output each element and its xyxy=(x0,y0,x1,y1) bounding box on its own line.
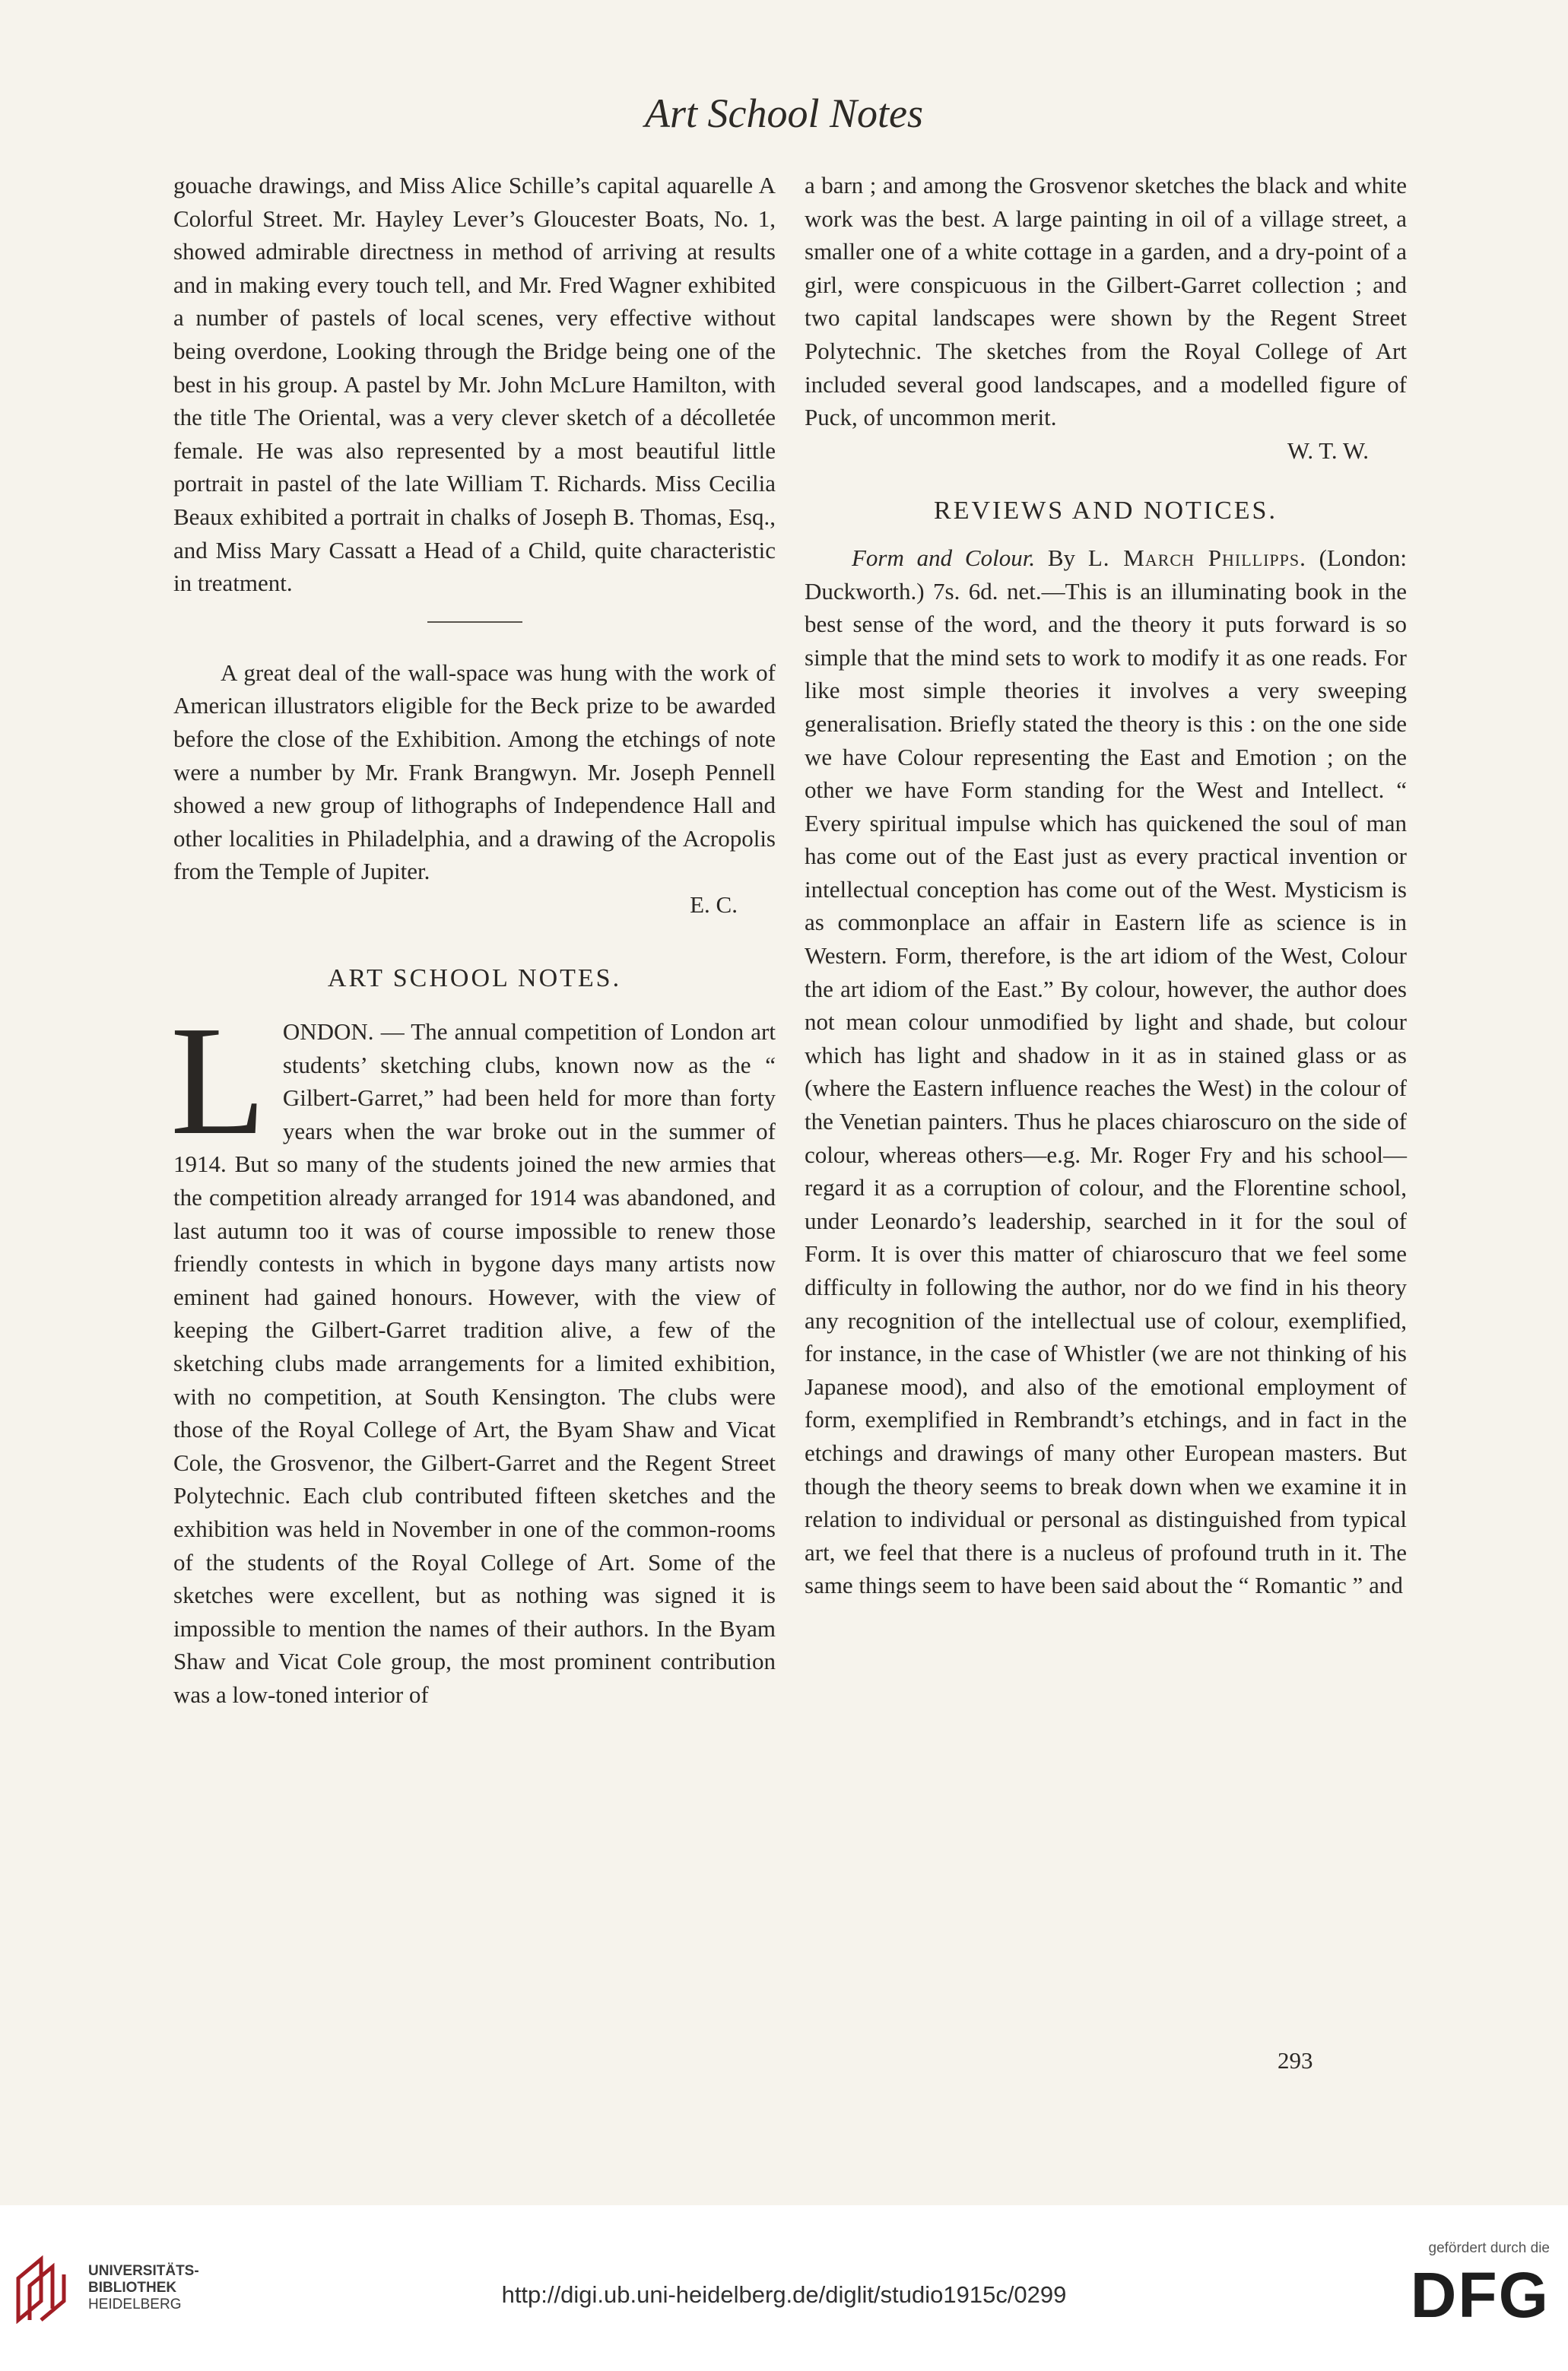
source-url-link[interactable]: http://digi.ub.uni-heidelberg.de/diglit/studio1915c/0299 xyxy=(501,2281,1067,2308)
section-divider xyxy=(427,621,522,623)
review-author: L. March Phillipps. xyxy=(1087,544,1306,571)
right-paragraph-1: a barn ; and among the Grosvenor sketches the black and white work was the best. A large painting in oil of a village street, a smaller one of a white cottage in a garden, and a dry-point of a girl, were conspicuous in the Gilbert-Garret collection ; and two capital landscapes were shown by the Regent Street Polytechnic. The sketches from the Royal College of Art included several good landscapes, and a modelled figure of Puck, of uncommon merit. xyxy=(805,172,1407,431)
signature-line xyxy=(805,434,1407,468)
left-paragraph-3-text: ONDON. — The annual competition of London art students’ sketching clubs, known now as the “ Gilbert-Garret,” had been held for more than forty years when the war broke out in the summer of 1914. But so many of the students joined the new armies that the competition already arranged for 1914 was abandoned, and last autumn too it was of course impossible to renew those friendly contests in which in bygone days many artists now eminent had gained honours. However, with the view of keeping the Gilbert-Garret tradition alive, a few of the sketching clubs made arrangements for a limited exhibition, with no competition, at South Kensington. The clubs were those of the Royal College of Art, the Byam Shaw and Vicat Cole, the Grosvenor, the Gilbert-Garret and the Regent Street Polytechnic. Each club contributed fifteen sketches and the exhibition was held in November in one of the common-rooms of the students of the Royal College of Art. Some of the sketches were excellent, but as nothing was signed it is impossible to mention the names of their authors. In the Byam Shaw and Vicat Cole group, the most prominent contribution was a low-toned interior of xyxy=(173,1018,776,1708)
footer-bar xyxy=(0,2205,1568,2371)
heading-art-school-notes: ART SCHOOL NOTES. xyxy=(327,964,622,993)
dfg-logo: DFG xyxy=(1410,2259,1550,2331)
review-by: By xyxy=(1047,544,1076,571)
review-paragraph xyxy=(805,541,1407,1602)
library-name-line-1: UNIVERSITÄTS- xyxy=(88,2263,199,2279)
review-publisher: (London: Duckworth.) xyxy=(805,544,1408,605)
drop-cap: L xyxy=(170,993,266,1168)
signature-wtw: W. T. W. xyxy=(1287,436,1369,464)
library-name-line-3: HEIDELBERG xyxy=(88,2296,182,2312)
right-column xyxy=(805,169,1407,1602)
left-paragraph-1: gouache drawings, and Miss Alice Schille’s capital aquarelle A Colorful Street. Mr. Hayley Lever’s Gloucester Boats, No. 1, showed admirable directness in method of arriving at results and in making every touch tell, and Mr. Fred Wagner exhibited a number of pastels of local scenes, very effective without being overdone, Looking through the Bridge being one of the best in his group. A pastel by Mr. John McLure Hamilton, with the title The Oriental, was a very clever sketch of a décolletée female. He was also represented by a most beautiful little portrait in pastel of the late William T. Richards. Miss Cecilia Beaux exhibited a portrait in chalks of Joseph B. Thomas, Esq., and Miss Mary Cassatt a Head of a Child, quite characteristic in treatment. xyxy=(173,172,776,597)
heading-reviews-and-notices: REVIEWS AND NOTICES. xyxy=(934,497,1278,525)
left-column xyxy=(170,169,776,1712)
funded-by-label: gefördert durch die xyxy=(1428,2240,1550,2256)
signature-ec: E. C. xyxy=(690,890,738,918)
left-paragraph-2-text: A great deal of the wall-space was hung with the work of American illustrators eligible for the Beck prize to be awarded before the close of the Exhibition. Among the etchings of note were a number by Mr. Frank Brangwyn. Mr. Joseph Pennell showed a new group of lithographs of Independence Hall and other localities in Philadelphia, and a drawing of the Acropolis from the Temple of Jupiter. xyxy=(173,659,776,885)
signature-line xyxy=(173,888,776,922)
running-head: Art School Notes xyxy=(645,90,923,136)
review-title: Form and Colour. xyxy=(852,544,1036,571)
page-number: 293 xyxy=(1278,2047,1313,2074)
left-paragraph-2 xyxy=(173,656,776,888)
library-name-line-2: BIBLIOTHEK xyxy=(88,2280,177,2296)
review-text: —This is an illuminating book in the best sense of the word, and the theory it puts forward is so simple that the mind sets to work to modify it as one reads. For like most simple theories it involves a very sweeping generalisation. Briefly stated the theory is this : on the one side we have Colour representing the East and Emotion ; on the other we have Form standing for the West and Intellect. “ Every spiritual impulse which has quickened the soul of man has come out of the East just as every practical invention or intellectual conception has come out of the West. Mysticism is as commonplace an affair in Eastern life as science is in Western. Form, therefore, is the art idiom of the West, Colour the art idiom of the East.” By colour, however, the author does not mean colour unmodified by light and shade, but colour which has light and shadow in it as in stained glass or as (where the Eastern influence reaches the West) in the colour of the Venetian painters. Thus he places chiaroscuro on the side of colour, whereas others—e.g. Mr. Roger Fry and his school—regard it as a corruption of colour, and the Florentine school, under Leonardo’s leadership, searched in it for the soul of Form. It is over this matter of chiaroscuro that we feel some difficulty in following the author, nor do we find in his theory any recognition of the intellectual use of colour, exemplified, for instance, in the case of Whistler (we are not thinking of his Japanese mood), and also of the emotional employment of form, exemplified in Rembrandt’s etchings, and in fact in the etchings and drawings of many other European masters. But though the theory seems to break down when we examine it in relation to individual or personal as distinguished from typical art, we feel that there is a nucleus of profound truth in it. The same things seem to have been said about the “ Romantic ” and xyxy=(805,577,1408,1599)
review-price: 7s. 6d. net. xyxy=(933,577,1042,605)
left-paragraph-3 xyxy=(170,993,776,1711)
